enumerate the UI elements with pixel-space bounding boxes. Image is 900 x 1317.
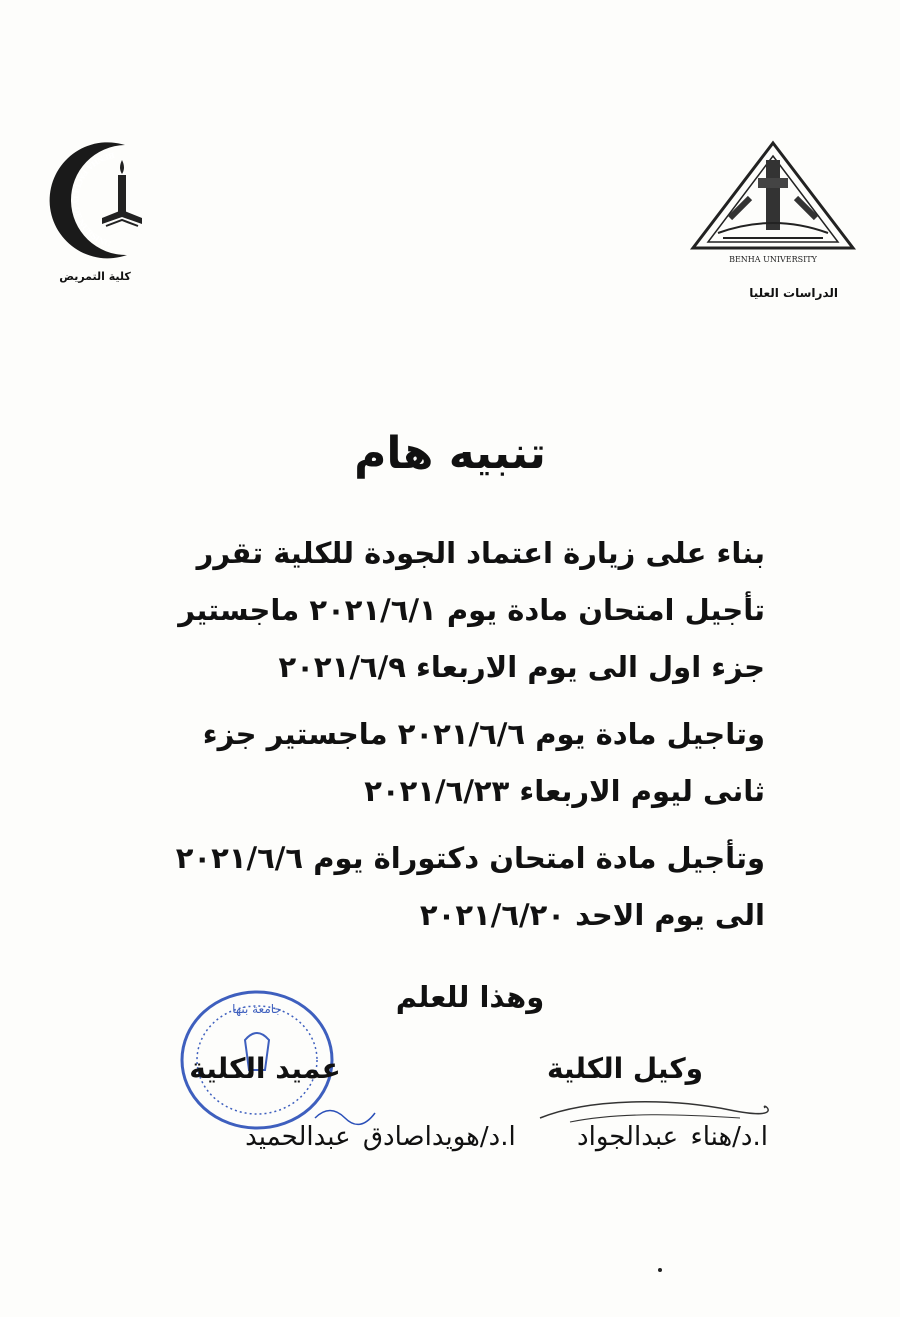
graduate-studies-caption: الدراسات العليا: [749, 286, 838, 300]
vice-dean-title: وكيل الكلية: [546, 1052, 704, 1085]
vice-dean-name: ا.د/هناء عبدالجواد: [577, 1122, 768, 1152]
signatory-names: [138, 1122, 768, 1152]
body-line: بناء على زيارة اعتماد الجودة للكلية تقرر: [196, 536, 765, 570]
body-line: وتأجيل مادة امتحان دكتوراة يوم ٢٠٢١/٦/٦: [175, 841, 765, 875]
closing-remark: وهذا للعلم: [395, 980, 545, 1014]
faculty-caption: كلية التمريض: [59, 270, 131, 283]
body-line: تأجيل امتحان مادة يوم ٢٠٢١/٦/١ ماجستير: [178, 593, 765, 627]
body-line: جزء اول الى يوم الاربعاء ٢٠٢١/٦/٩: [278, 650, 765, 684]
crescent-lamp-icon: [30, 130, 160, 270]
body-line: الى يوم الاحد ٢٠٢١/٦/٢٠: [419, 898, 765, 932]
body-line: ثانى ليوم الاربعاء ٢٠٢١/٦/٢٣: [364, 774, 765, 808]
university-ring-text: BENHA UNIVERSITY: [729, 255, 817, 264]
announcement-body: [125, 525, 765, 944]
stamp-text: جامعة بنها: [232, 1002, 282, 1016]
dean-title: عميد الكلية: [189, 1052, 341, 1085]
svg-text:BENHA FACULTY OF NURSING: BENHA FACULTY OF NURSING: [70, 150, 116, 249]
faculty-of-nursing-logo: [30, 130, 160, 295]
page-title: تنبيه هام: [354, 428, 546, 479]
benha-university-logo: [688, 138, 858, 313]
dean-name: ا.د/هويداصادق عبدالحميد: [245, 1122, 516, 1152]
speck: [658, 1268, 662, 1272]
body-line: وتاجيل مادة يوم ٢٠٢١/٦/٦ ماجستير جزء: [202, 717, 765, 751]
university-triangle-icon: [688, 138, 858, 273]
